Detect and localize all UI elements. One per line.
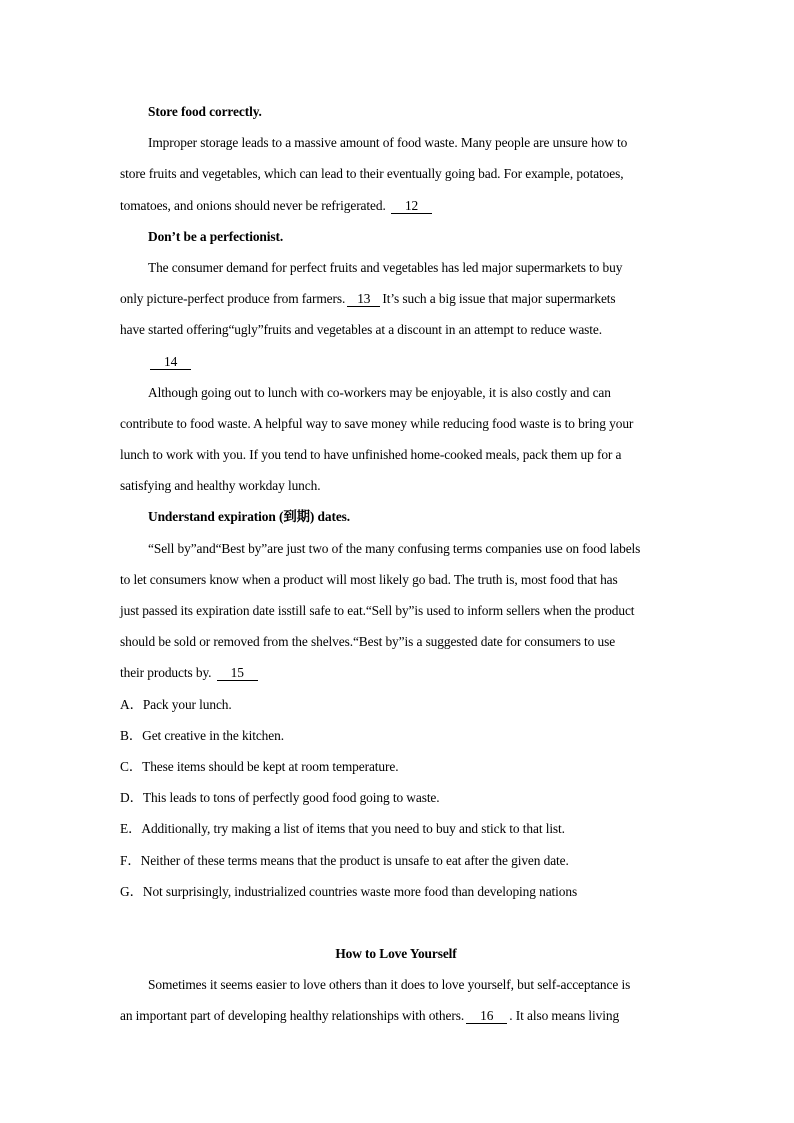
answer-blank-15[interactable]: 15 — [217, 665, 258, 681]
paragraph-line: to let consumers know when a product will most likely go bad. The truth is, most food that has — [120, 571, 618, 587]
paragraph-line — [120, 657, 672, 688]
option-e — [120, 813, 672, 844]
option-c — [120, 751, 672, 782]
answer-blank-16[interactable]: 16 — [466, 1008, 507, 1024]
option-text: Additionally, try making a list of items that you need to buy and stick to that list. — [141, 821, 565, 837]
paragraph-line: contribute to food waste. A helpful way to save money while reducing food waste is to bring your — [120, 415, 634, 431]
option-d — [120, 782, 672, 813]
heading-line — [120, 346, 672, 377]
answer-blank-13[interactable]: 13 — [347, 291, 380, 307]
paragraph-line — [120, 1000, 672, 1031]
paragraph-line: Sometimes it seems easier to love others than it does to love yourself, but self-acceptance is — [148, 977, 631, 993]
option-letter: A． — [120, 696, 143, 712]
paragraph-line — [120, 283, 672, 314]
paragraph-line: Although going out to lunch with co-workers may be enjoyable, it is also costly and can — [148, 384, 611, 400]
paragraph-text: only picture-perfect produce from farmers. — [120, 291, 346, 307]
paragraph-text: an important part of developing healthy relationships with others. — [120, 1008, 465, 1024]
paragraph-line: should be sold or removed from the shelves.“Best by”is a suggested date for consumers to use — [120, 634, 616, 650]
paragraph-line: The consumer demand for perfect fruits and vegetables has led major supermarkets to buy — [148, 259, 623, 275]
option-g — [120, 876, 672, 907]
spacer — [120, 907, 672, 938]
passage-title: How to Love Yourself — [335, 946, 457, 962]
paragraph-line: “Sell by”and“Best by”are just two of the many confusing terms companies use on food labels — [148, 540, 641, 556]
heading-store-food: Store food correctly. — [148, 104, 262, 119]
paragraph-text: their products by. — [120, 665, 212, 681]
paragraph-line: just passed its expiration date isstill safe to eat.“Sell by”is used to inform sellers when the product — [120, 603, 635, 618]
option-letter: B． — [120, 727, 143, 743]
document-page — [120, 96, 672, 1032]
option-text: These items should be kept at room temperature. — [142, 758, 399, 774]
option-letter: E． — [120, 821, 142, 837]
option-b — [120, 720, 672, 751]
paragraph-text: . It also means living — [509, 1008, 620, 1024]
option-letter: C． — [120, 758, 143, 774]
option-letter: D． — [120, 790, 143, 806]
option-text: Not surprisingly, industrialized countries waste more food than developing nations — [142, 883, 578, 899]
option-text: Neither of these terms means that the product is unsafe to eat after the given date. — [140, 852, 569, 868]
option-letter: F． — [120, 852, 141, 868]
option-f — [120, 845, 672, 876]
paragraph-text: tomatoes, and onions should never be refrigerated. — [120, 197, 386, 213]
paragraph-line: have started offering“ugly”fruits and vegetables at a discount in an attempt to reduce waste. — [120, 322, 603, 338]
paragraph-text: It’s such a big issue that major supermarkets — [382, 291, 616, 307]
paragraph-line: store fruits and vegetables, which can lead to their eventually going bad. For example, potatoes, — [120, 166, 624, 182]
option-a — [120, 689, 672, 720]
heading-perfectionist: Don’t be a perfectionist. — [148, 228, 284, 244]
option-text: This leads to tons of perfectly good food going to waste. — [142, 790, 440, 806]
paragraph-line — [120, 190, 672, 221]
option-text: Get creative in the kitchen. — [142, 727, 284, 743]
paragraph-line: Improper storage leads to a massive amount of food waste. Many people are unsure how to — [148, 135, 628, 151]
option-text: Pack your lunch. — [142, 696, 232, 712]
answer-blank-12[interactable]: 12 — [391, 198, 432, 214]
heading-expiration: Understand expiration (到期) dates. — [148, 509, 351, 525]
paragraph-line: satisfying and healthy workday lunch. — [120, 478, 321, 494]
answer-blank-14[interactable]: 14 — [150, 354, 191, 370]
option-letter: G． — [120, 883, 143, 899]
paragraph-line: lunch to work with you. If you tend to have unfinished home-cooked meals, pack them up for a — [120, 447, 622, 463]
